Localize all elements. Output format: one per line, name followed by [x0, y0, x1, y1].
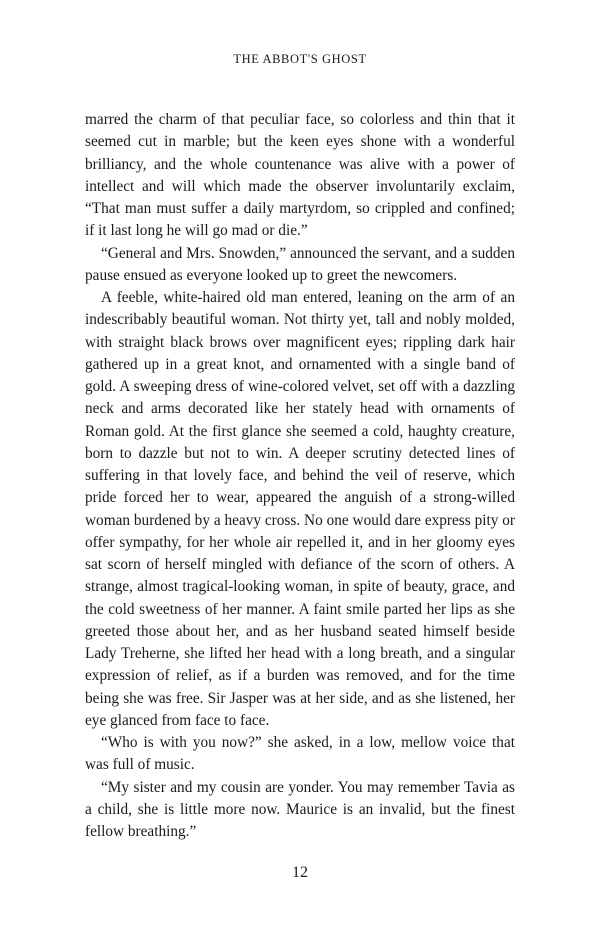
- paragraph-continued: marred the charm of that peculiar face, so colorless and thin that it seemed cut in marble; but the keen eyes shone with a wonderful brilliancy, and the whole countenance was alive with a power of intellect and will which made the observer involuntarily exclaim, “That man must suffer a daily martyrdom, so crippled and confined; if it last long he will go mad or die.”: [85, 111, 515, 240]
- paragraph-announcement: “General and Mrs. Snowden,” announced the servant, and a sudden pause ensued as everyone looked up to greet the newcomers.: [85, 244, 515, 284]
- body-text: [85, 109, 515, 843]
- paragraph-mrs-snowden-description: A feeble, white-haired old man entered, leaning on the arm of an indescribably beautiful woman. Not thirty yet, tall and nobly molded, with straight black brows over magnificent eyes; rippling dark hair gathered up in a great knot, and ornamented with a single band of gold. A sweeping dress of wine-colored velvet, set off with a dazzling neck and arms decorated like her stately head with ornaments of Roman gold. At the first glance she seemed a cold, haughty creature, born to dazzle but not to win. A deeper scrutiny detected lines of suffering in that lovely face, and behind the veil of reserve, which pride forced her to wear, appeared the anguish of a strong-willed woman burdened by a heavy cross. No one would dare express pity or offer sympathy, for her whole air repelled it, and in her gloomy eyes sat scorn of herself mingled with defiance of the scorn of others. A strange, almost tragical-looking woman, in spite of beauty, grace, and the cold sweetness of her manner. A faint smile parted her lips as she greeted those about her, and as her husband seated himself beside Lady Treherne, she lifted her head with a long breath, and a singular expression of relief, as if a burden was removed, and for the time being she was free. Sir Jasper was at her side, and as she listened, her eye glanced from face to face.: [85, 289, 515, 729]
- page-number: 12: [292, 864, 308, 881]
- running-header: THE ABBOT'S GHOST: [233, 52, 367, 66]
- paragraph-reply: “My sister and my cousin are yonder. You may remember Tavia as a child, she is little more now. Maurice is an invalid, but the finest fellow breathing.”: [85, 778, 515, 840]
- paragraph-question: “Who is with you now?” she asked, in a low, mellow voice that was full of music.: [85, 734, 515, 774]
